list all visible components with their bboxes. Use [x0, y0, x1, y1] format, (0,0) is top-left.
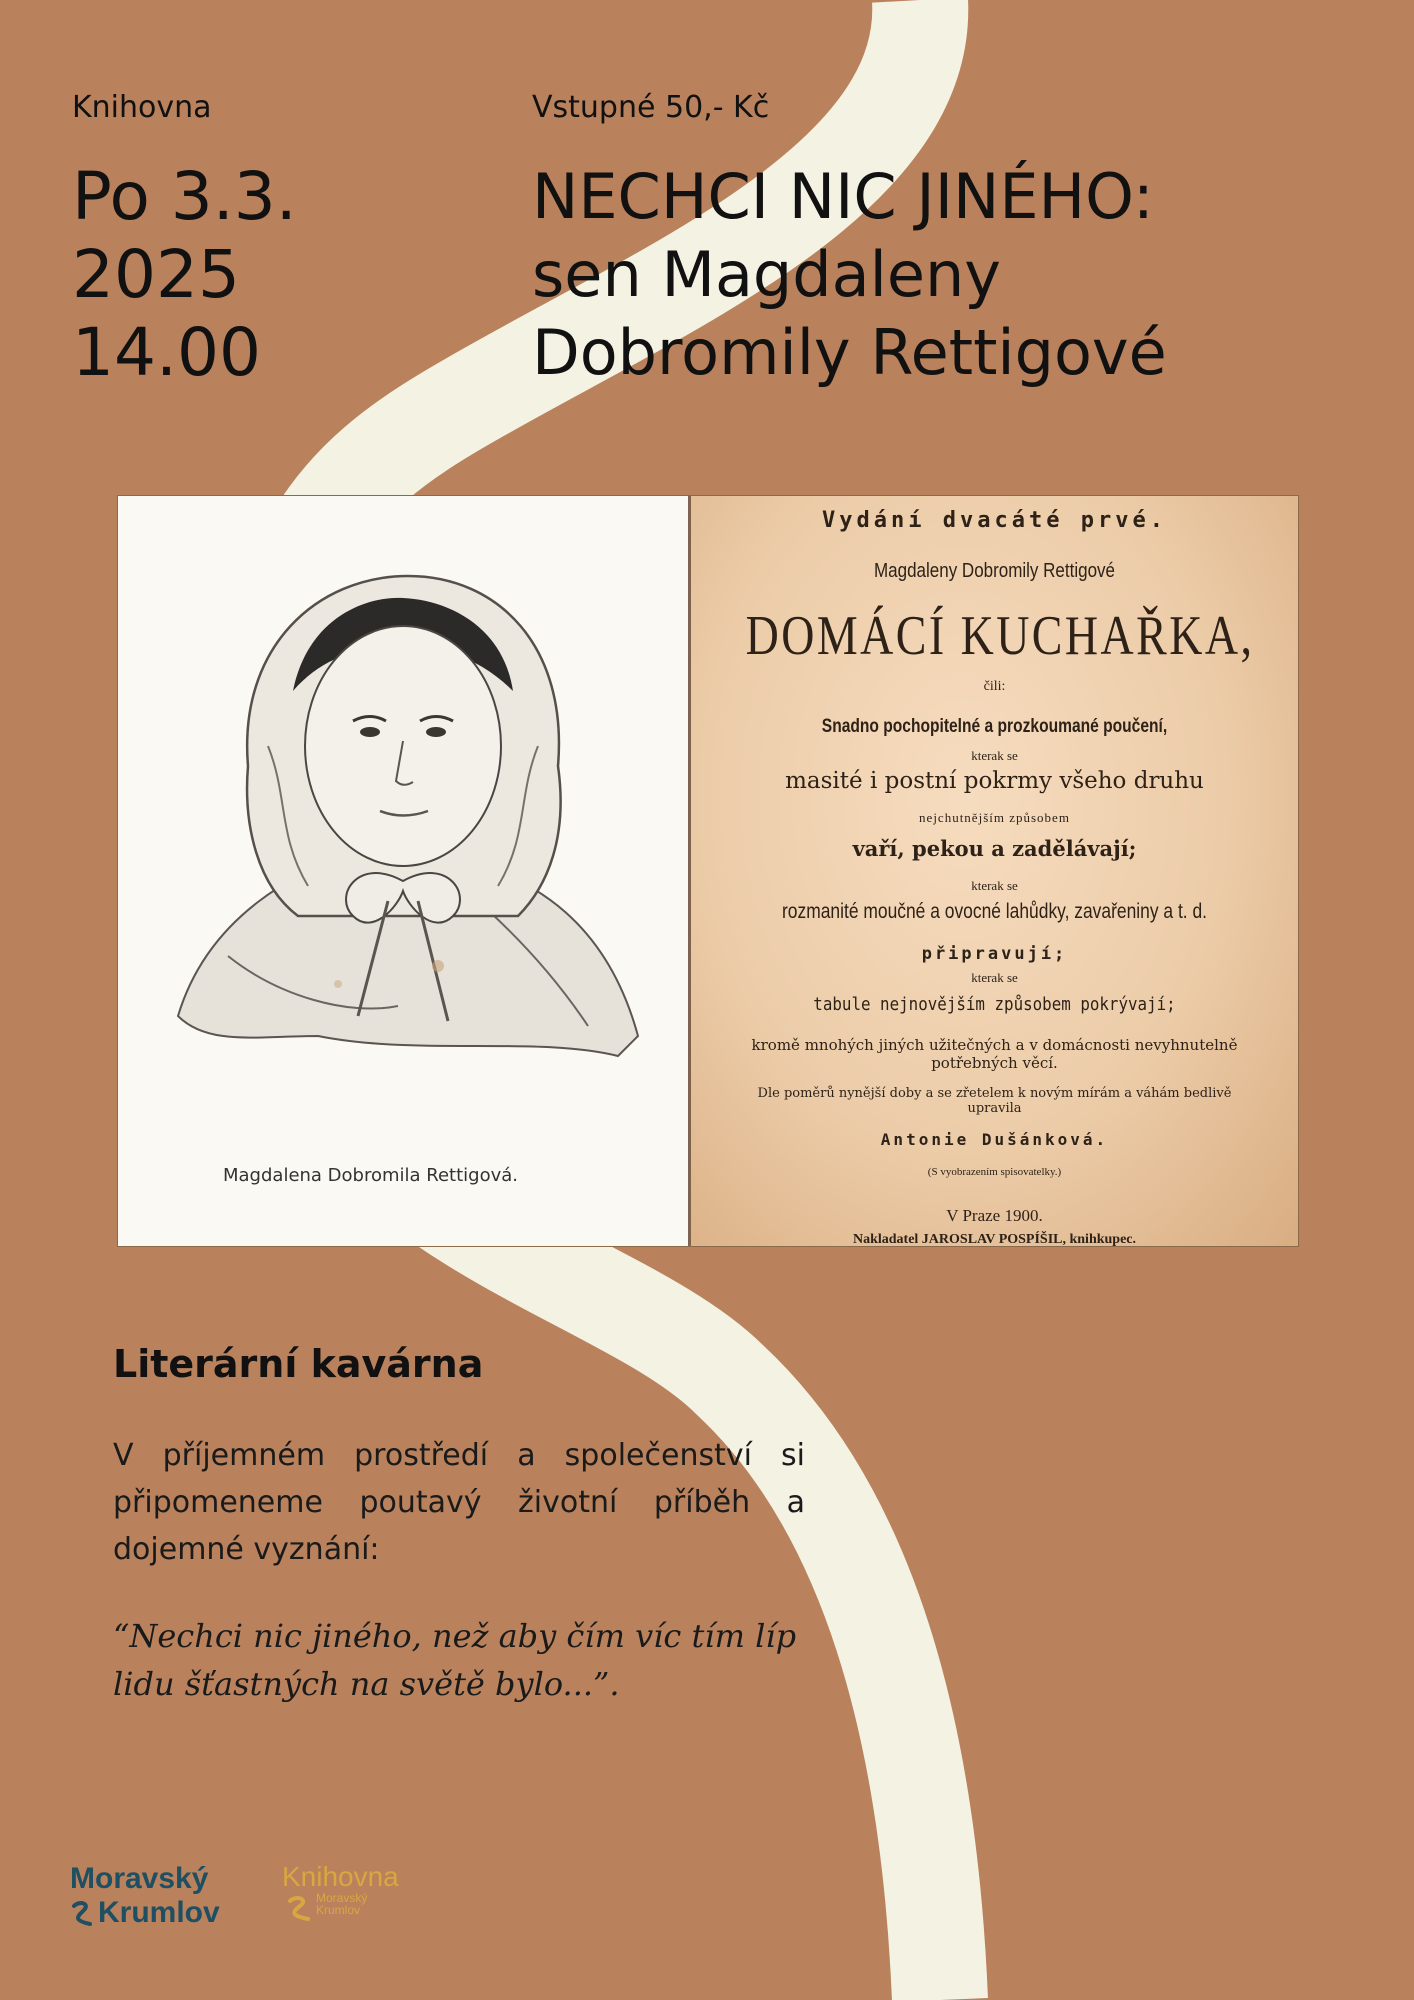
book-title: DOMÁCÍ KUCHAŘKA,: [745, 605, 1255, 667]
book-line: V Praze 1900.: [946, 1206, 1043, 1225]
book-line: kterak se: [971, 878, 1018, 893]
title-line: NECHCI NIC JINÉHO:: [532, 160, 1154, 233]
event-date: Po 3.3.: [72, 158, 297, 235]
title-line: Dobromily Rettigové: [532, 316, 1167, 389]
entry-fee: Vstupné 50,- Kč: [532, 90, 770, 125]
book-line: kterak se: [971, 748, 1018, 763]
book-line: Nakladatel JAROSLAV POSPÍŠIL, knihkupec.: [852, 1232, 1137, 1246]
library-logo-name: Knihovna: [282, 1861, 399, 1892]
portrait-caption: Magdalena Dobromila Rettigová.: [223, 1165, 519, 1186]
book-line: Magdaleny Dobromily Rettigové: [874, 560, 1115, 582]
town-logo-line: Moravský: [70, 1862, 209, 1895]
book-line: nejchutnějším způsobem: [919, 810, 1070, 825]
book-line: vaří, pekou a zadělávají;: [852, 836, 1137, 861]
library-logo-sub: Moravský: [316, 1891, 368, 1905]
book-line: rozmanité moučné a ovocné lahůdky, zavařeniny a t. d.: [781, 900, 1208, 923]
book-line: Snadno pochopitelné a prozkoumané poučení,: [821, 716, 1168, 737]
title-line: sen Magdaleny: [532, 238, 1001, 311]
event-title: [532, 158, 1167, 392]
library-logo-sub: Krumlov: [316, 1903, 361, 1917]
town-logo-icon: [70, 1898, 94, 1928]
book-line: (S vyobrazením spisovatelky.): [927, 1166, 1062, 1178]
town-logo-line: Krumlov: [98, 1896, 220, 1929]
book-line: tabule nejnovějším způsobem pokrývají;: [813, 994, 1176, 1015]
library-logo-icon: [286, 1894, 312, 1922]
book-line: Antonie Dušánková.: [880, 1130, 1109, 1149]
town-logo: [70, 1862, 220, 1930]
event-time: 14.00: [72, 314, 261, 391]
event-year: 2025: [72, 236, 240, 313]
portrait-page: [118, 496, 691, 1246]
quote: “Nechci nic jiného, než aby čím víc tím líp lidu šťastných na světě bylo...”.: [113, 1617, 797, 1703]
book-line: masité i postní pokrmy všeho druhu: [785, 768, 1204, 794]
book-line: kterak se: [971, 970, 1018, 985]
book-line: Dle poměrů nynější doby a se zřetelem k novým mírám a váhám bedlivě upravila: [757, 1086, 1232, 1116]
venue-label: Knihovna: [72, 90, 212, 125]
event-date-time: [72, 158, 297, 392]
book-line: kromě mnohých jiných užitečných a v domácnosti nevyhnutelně potřebných věcí.: [751, 1036, 1238, 1072]
event-description: V příjemném prostředí a společenství si připomeneme poutavý životní příběh a dojemné vyznání:: [113, 1438, 805, 1567]
book-line: čili:: [983, 679, 1006, 694]
book-title-page: [691, 496, 1298, 1246]
section-subtitle: Literární kavárna: [113, 1342, 484, 1386]
portrait-engraving: [118, 496, 688, 1156]
book-spread-image: [118, 496, 1298, 1246]
book-line: připravují;: [921, 944, 1068, 964]
library-logo: [282, 1862, 399, 1922]
book-line: Vydání dvacáté prvé.: [822, 508, 1167, 533]
